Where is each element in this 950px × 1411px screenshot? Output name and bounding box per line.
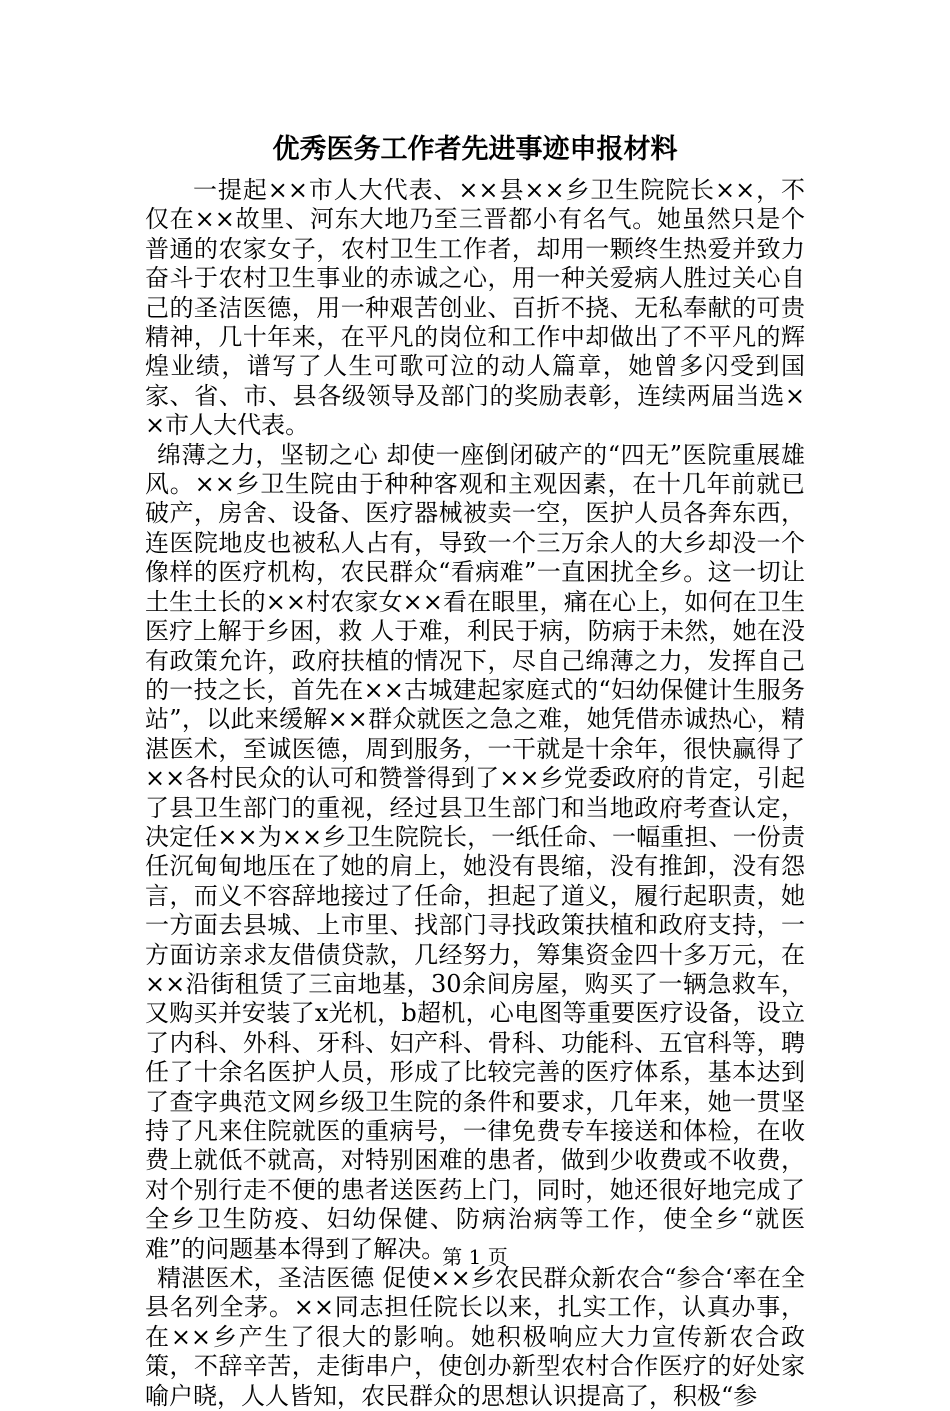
page-number: 第 1 页	[442, 1245, 508, 1269]
page-title: 优秀医务工作者先进事迹申报材料	[272, 134, 678, 165]
paragraph-intro: 一提起××市人大代表、××县××乡卫生院院长××，不仅在××故里、河东大地乃至三晋都小有名气。她虽然只是个普通的农家女子，农村卫生工作者，却用一颗终生热爱并致力奋斗于农村卫生事业的赤诚之心，用一种关爱病人胜过关心自己的圣洁医德，用一种艰苦创业、百折不挠、无私奉献的可贵精神，几十年来，在平凡的岗位和工作中却做出了不平凡的辉煌业绩，谱写了人生可歌可泣的动人篇章，她曾多闪受到国家、省、市、县各级领导及部门的奖励表彰，连续两届当选××市人大代表。	[145, 176, 805, 440]
paragraph-medical-ethics: 精湛医术，圣洁医德 促使××乡农民群众新农合“参合‘率在全县名列全茅。××同志担任院长以来，扎实工作，认真办事，在××乡产生了很大的影响。她积极响应大力宣传新农合政策，不辞辛苦，走街串户，使创办新型农村合作医疗的好处家喻户晓，人人皆知，农民群众的思想认识提高了，积极“参	[145, 1264, 805, 1410]
paragraph-hospital-revival: 绵薄之力，坚韧之心 却使一座倒闭破产的“四无”医院重展雄风。××乡卫生院由于种种客观和主观因素，在十几年前就已破产，房舍、设备、医疗器械被卖一空，医护人员各奔东西，连医院地皮也被私人占有，导致一个三万余人的大乡却没一个像样的医疗机构，农民群众“看病难”一直困扰全乡。这一切让土生土长的××村农家女××看在眼里，痛在心上，如何在卫生医疗上解于乡困，救 人于难，利民于病，防病于未然，她在没有政策允许，政府扶植的情况下，尽自己绵薄之力，发挥自己的一技之长，首先在××古城建起家庭式的“妇幼保健计生服务站”，以此来缓解××群众就医之急之难，她凭借赤诚热心，精湛医术，至诚医德，周到服务，一干就是十余年，很快赢得了××各村民众的认可和赞誉得到了××乡党委政府的肯定，引起了县卫生部门的重视，经过县卫生部门和当地政府考查认定，决定任××为××乡卫生院院长，一纸任命、一幅重担、一份责任沉甸甸地压在了她的肩上，她没有畏缩，没有推卸，没有怨言，而义不容辞地接过了任命，担起了道义，履行起职责，她一方面去县城、上市里、找部门寻找政策扶植和政府支持，一方面访亲求友借债贷款，几经努力，筹集资金四十多万元，在××沿街租赁了三亩地基，30余间房屋，购买了一辆急救车，又购买并安装了x光机，b超机，心电图等重要医疗设备，设立了内科、外科、牙科、妇产科、骨科、功能科、五官科等，聘任了十余名医护人员，形成了比较完善的医疗体系，基本达到了查字典范文网乡级卫生院的条件和要求，几年来，她一贯坚持了凡来住院就医的重病号，一律免费专车接送和体检，在收费上就低不就高，对特别困难的患者，做到少收费或不收费，对个别行走不便的患者送医药上门，同时，她还很好地完成了全乡卫生防疫、妇幼保健、防病治病等工作，使全乡“就医难”的问题基本得到了解决。	[145, 440, 805, 1263]
document-body	[145, 176, 805, 1411]
